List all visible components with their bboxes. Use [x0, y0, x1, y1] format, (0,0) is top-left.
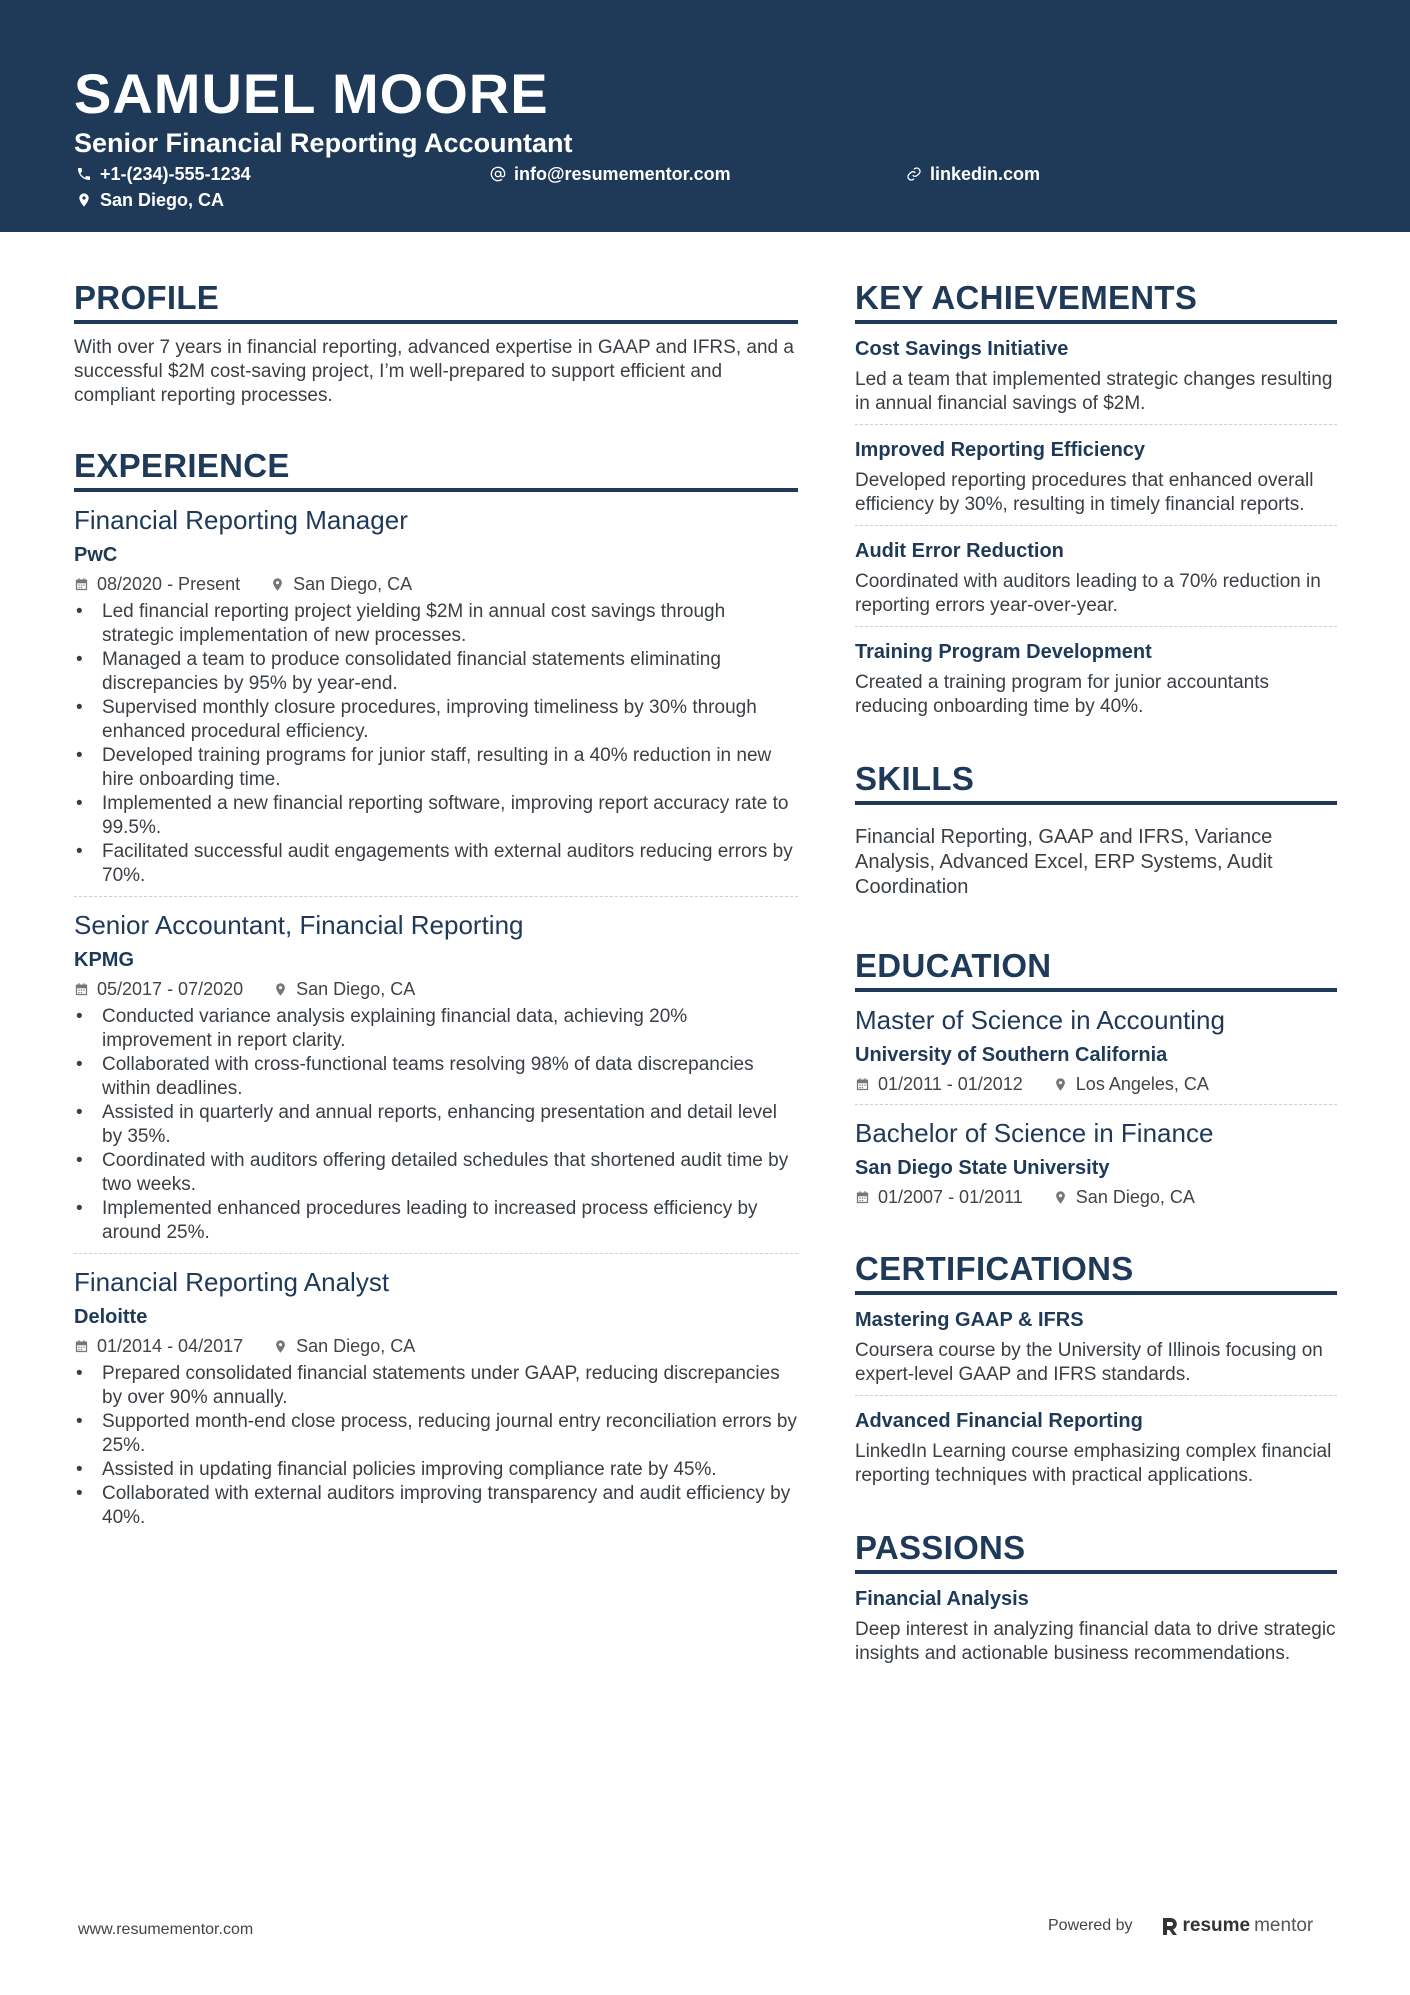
footer-website-link[interactable]: www.resumementor.com	[78, 1921, 254, 1938]
bullet-item: • Implemented a new financial reporting software, improving report accuracy rate to 99.5%.	[74, 792, 798, 840]
section-title-skills: SKILLS	[855, 759, 1337, 805]
map-pin-icon	[76, 192, 92, 208]
experience-section	[74, 446, 798, 1530]
experience-entry	[74, 909, 798, 1254]
brand-light: mentor	[1254, 1915, 1314, 1936]
certification-desc: LinkedIn Learning course emphasizing complex financial reporting techniques with practical applications.	[855, 1441, 1332, 1486]
job-title: Financial Reporting Analyst	[74, 1267, 390, 1297]
bullet-item: • Collaborated with external auditors improving transparency and audit efficiency by 40%.	[74, 1482, 798, 1530]
job-meta	[74, 1334, 798, 1358]
map-pin-icon	[270, 577, 285, 592]
education-meta	[855, 1185, 1337, 1209]
certification-item	[855, 1408, 1337, 1488]
divider	[855, 1395, 1337, 1396]
achievement-title: Cost Savings Initiative	[855, 338, 1069, 360]
email-text: info@resumementor.com	[514, 164, 731, 184]
calendar-icon	[855, 1190, 870, 1205]
resume-header	[0, 0, 1410, 232]
certification-desc: Coursera course by the University of Illinois focusing on expert-level GAAP and IFRS standards.	[855, 1340, 1323, 1385]
job-title: Senior Accountant, Financial Reporting	[74, 910, 524, 940]
candidate-role: Senior Financial Reporting Accountant	[74, 128, 573, 158]
education-meta	[855, 1072, 1337, 1096]
company-name: KPMG	[74, 949, 134, 971]
divider	[74, 896, 798, 897]
footer-branding	[1048, 1915, 1313, 1937]
bullet-item: • Facilitated successful audit engagements with external auditors reducing errors by 70%.	[74, 840, 798, 888]
phone-icon	[76, 166, 92, 182]
bullet-item: • Coordinated with auditors offering detailed schedules that shortened audit time by two weeks.	[74, 1149, 798, 1197]
passion-item	[855, 1586, 1337, 1666]
job-meta	[74, 572, 798, 596]
experience-entry	[74, 1266, 798, 1530]
calendar-icon	[74, 577, 89, 592]
candidate-name: SAMUEL MOORE	[74, 62, 549, 125]
section-title-education: EDUCATION	[855, 946, 1337, 992]
education-section	[855, 946, 1337, 1209]
section-title-passions: PASSIONS	[855, 1528, 1337, 1574]
divider	[855, 626, 1337, 627]
location-text: San Diego, CA	[100, 190, 225, 210]
profile-section	[74, 278, 798, 408]
bullet-item: • Implemented enhanced procedures leading to increased process efficiency by around 25%.	[74, 1197, 798, 1245]
at-sign-icon	[490, 166, 506, 182]
profile-summary: With over 7 years in financial reporting, advanced expertise in GAAP and IFRS, and a successful $2M cost-saving project, I’m well-prepared to support efficient and compliant reporting processes.	[74, 337, 794, 406]
achievements-section	[855, 278, 1337, 719]
company-name: PwC	[74, 544, 118, 566]
bullet-item: • Supervised monthly closure procedures, improving timeliness by 30% through enhanced procedural efficiency.	[74, 696, 798, 744]
divider	[855, 1104, 1337, 1105]
school-name: San Diego State University	[855, 1157, 1110, 1179]
job-dates: 01/2014 - 04/2017	[97, 1336, 244, 1356]
bullet-item: • Prepared consolidated financial statements under GAAP, reducing discrepancies by over 90% annually.	[74, 1362, 798, 1410]
education-location: San Diego, CA	[1075, 1187, 1195, 1207]
section-title-experience: EXPERIENCE	[74, 446, 798, 492]
map-pin-icon	[273, 982, 288, 997]
map-pin-icon	[1053, 1190, 1068, 1205]
job-location: San Diego, CA	[293, 574, 413, 594]
skills-list: Financial Reporting, GAAP and IFRS, Variance Analysis, Advanced Excel, ERP Systems, Audit Coordination	[855, 826, 1273, 898]
certification-title: Advanced Financial Reporting	[855, 1410, 1143, 1432]
job-location: San Diego, CA	[296, 1336, 416, 1356]
bullet-item: • Led financial reporting project yielding $2M in annual cost savings through strategic implementation of new processes.	[74, 600, 798, 648]
achievement-item	[855, 336, 1337, 425]
achievement-desc: Led a team that implemented strategic changes resulting in annual financial savings of $2M.	[855, 369, 1333, 414]
contact-email[interactable]	[490, 163, 731, 185]
passions-section	[855, 1528, 1337, 1666]
calendar-icon	[74, 1339, 89, 1354]
education-entry	[855, 1117, 1337, 1209]
job-bullets	[74, 1005, 798, 1245]
company-name: Deloitte	[74, 1306, 148, 1328]
contact-linkedin[interactable]	[906, 163, 1040, 185]
brand-bold: resume	[1182, 1915, 1251, 1936]
certification-item	[855, 1307, 1337, 1396]
divider	[855, 424, 1337, 425]
achievement-desc: Created a training program for junior accountants reducing onboarding time by 40%.	[855, 672, 1270, 717]
bullet-item: • Collaborated with cross-functional teams resolving 98% of data discrepancies within deadlines.	[74, 1053, 798, 1101]
resumementor-logo-icon	[1161, 1916, 1179, 1936]
job-bullets	[74, 600, 798, 888]
bullet-item: • Assisted in updating financial policies improving compliance rate by 45%.	[74, 1458, 798, 1482]
phone-text: +1-(234)-555-1234	[100, 164, 251, 184]
achievement-title: Improved Reporting Efficiency	[855, 439, 1146, 461]
linkedin-text: linkedin.com	[930, 164, 1041, 184]
section-title-achievements: KEY ACHIEVEMENTS	[855, 278, 1337, 324]
left-column	[74, 278, 798, 1530]
job-location: San Diego, CA	[296, 979, 416, 999]
education-location: Los Angeles, CA	[1075, 1074, 1209, 1094]
achievement-title: Training Program Development	[855, 641, 1152, 663]
job-title: Financial Reporting Manager	[74, 505, 408, 535]
map-pin-icon	[273, 1339, 288, 1354]
degree-title: Bachelor of Science in Finance	[855, 1118, 1214, 1148]
calendar-icon	[74, 982, 89, 997]
certification-title: Mastering GAAP & IFRS	[855, 1309, 1084, 1331]
divider	[74, 1253, 798, 1254]
section-title-certifications: CERTIFICATIONS	[855, 1249, 1337, 1295]
passion-desc: Deep interest in analyzing financial data to drive strategic insights and actionable business recommendations.	[855, 1619, 1336, 1664]
map-pin-icon	[1053, 1077, 1068, 1092]
bullet-item: • Assisted in quarterly and annual reports, enhancing presentation and detail level by 35%.	[74, 1101, 798, 1149]
bullet-item: • Developed training programs for junior staff, resulting in a 40% reduction in new hire onboarding time.	[74, 744, 798, 792]
school-name: University of Southern California	[855, 1044, 1168, 1066]
contact-phone[interactable]	[76, 163, 251, 185]
job-dates: 08/2020 - Present	[97, 574, 241, 594]
bullet-item: • Managed a team to produce consolidated financial statements eliminating discrepancies by 95% by year-end.	[74, 648, 798, 696]
section-title-profile: PROFILE	[74, 278, 798, 324]
certifications-section	[855, 1249, 1337, 1488]
resumementor-logo[interactable]	[1161, 1915, 1314, 1937]
link-icon	[906, 166, 922, 182]
achievement-desc: Coordinated with auditors leading to a 70% reduction in reporting errors year-over-year.	[855, 571, 1321, 616]
achievement-item	[855, 538, 1337, 627]
divider	[855, 525, 1337, 526]
contact-location	[76, 189, 224, 211]
degree-title: Master of Science in Accounting	[855, 1005, 1225, 1035]
skills-section	[855, 759, 1337, 900]
bullet-item: • Supported month-end close process, reducing journal entry reconciliation errors by 25%.	[74, 1410, 798, 1458]
education-dates: 01/2007 - 01/2011	[878, 1187, 1023, 1207]
right-column	[855, 278, 1337, 1666]
experience-entry	[74, 504, 798, 897]
achievement-title: Audit Error Reduction	[855, 540, 1064, 562]
achievement-item	[855, 639, 1337, 719]
calendar-icon	[855, 1077, 870, 1092]
education-dates: 01/2011 - 01/2012	[878, 1074, 1023, 1094]
achievement-desc: Developed reporting procedures that enhanced overall efficiency by 30%, resulting in timely financial reports.	[855, 470, 1314, 515]
passion-title: Financial Analysis	[855, 1588, 1029, 1610]
education-entry	[855, 1004, 1337, 1105]
achievement-item	[855, 437, 1337, 526]
powered-by-label: Powered by	[1048, 1917, 1133, 1934]
bullet-item: • Conducted variance analysis explaining financial data, achieving 20% improvement in report clarity.	[74, 1005, 798, 1053]
job-dates: 05/2017 - 07/2020	[97, 979, 244, 999]
job-meta	[74, 977, 798, 1001]
job-bullets	[74, 1362, 798, 1530]
